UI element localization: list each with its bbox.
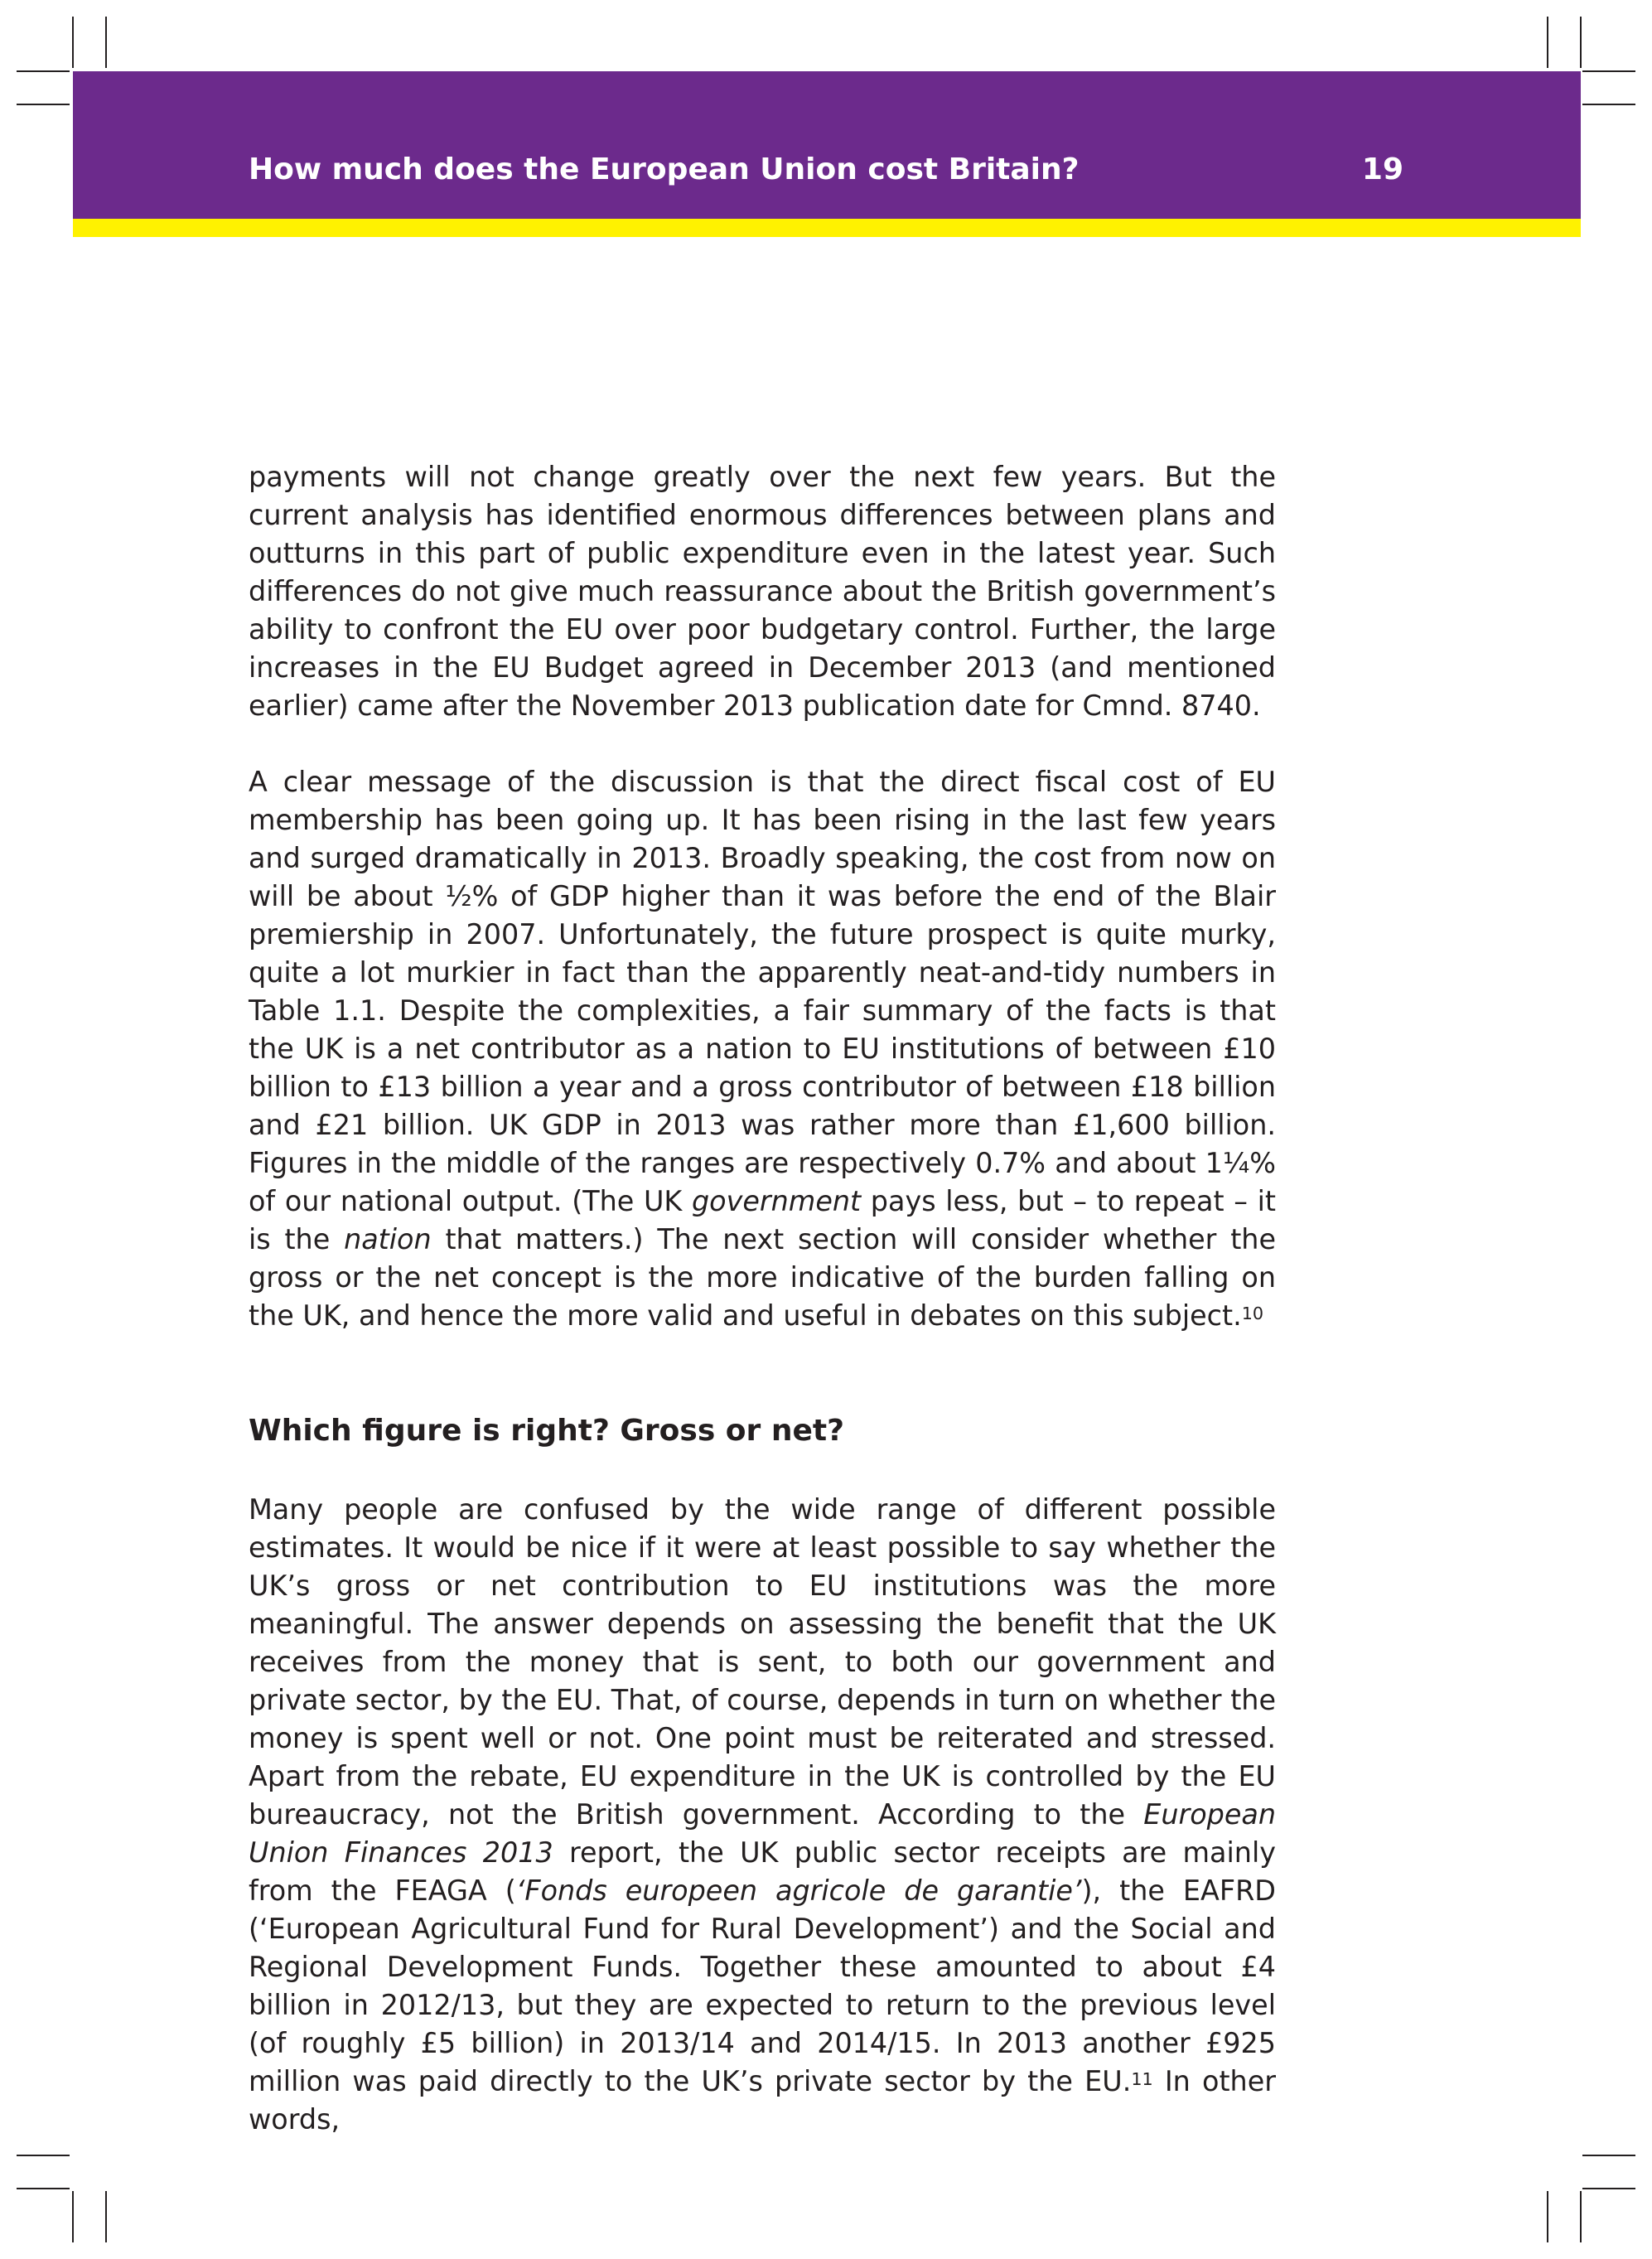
crop-mark: [1582, 2188, 1635, 2189]
crop-mark: [72, 17, 74, 68]
crop-mark: [17, 2155, 70, 2156]
crop-mark: [1547, 17, 1548, 68]
footnote-reference: 11: [1131, 2068, 1153, 2089]
crop-mark: [1582, 2155, 1635, 2156]
paragraph-text: A clear message of the discussion is that the direct fiscal cost of EU membership has been going up. It has been rising in the last few years and surged dramatically in 2013. Broadly speaking, the cost from now on will be about ½% of GDP higher than it was before the end of the Blair premiership in 2007. Unfortunately, the future prospect is quite murky, quite a lot murkier in fact than the apparently neat-and-tidy numbers in Table 1.1. Despite the complexities, a fair summary of the facts is that the UK is a net contributor as a nation to EU institutions of between £10 billion to £13 billion a year and a gross contributor of between £18 billion and £21 billion. UK GDP in 2013 was rather more than £1,600 billion. Figures in the middle of the ranges are respectively 0.7% and about 1¼% of our national output. (The UK: [249, 766, 1276, 1217]
section-heading: Which figure is right? Gross or net?: [249, 1414, 844, 1448]
paragraph-text: Many people are confused by the wide range of different possible estimates. It would be nice if it were at least possible to say whether the UK’s gross or net contribution to EU institutions was the more meaningful. The answer depends on assessing the benefit that the UK receives from the money that is sent, to both our government and private sector, by the EU. That, of course, depends in turn on whether the money is spent well or not. One point must be reiterated and stressed. Apart from the rebate, EU expenditure in the UK is controlled by the EU bureaucracy, not the British government. According to the: [249, 1493, 1276, 1831]
paragraph-text: report, the UK public sector receipts are mainly from the FEAGA (: [249, 1836, 1276, 1907]
crop-mark: [1580, 17, 1582, 68]
crop-mark: [1547, 2191, 1548, 2242]
paragraph-spacer: [249, 725, 1276, 763]
emphasis-text: ‘Fonds europeen agricole de garantie’: [515, 1874, 1082, 1907]
crop-mark: [105, 17, 107, 68]
paragraph-text: In other words,: [249, 2065, 1276, 2136]
header-band: [73, 71, 1581, 219]
crop-mark: [72, 2191, 74, 2242]
body-column: [249, 458, 1276, 2139]
page-number: 19: [1361, 152, 1403, 186]
section-spacer: [249, 1335, 1276, 1410]
paragraph: [249, 763, 1276, 1335]
emphasis-text: European Union Finances 2013: [249, 1798, 1276, 1869]
heading-spacer: [249, 1453, 1276, 1491]
paragraph: [249, 1491, 1276, 2139]
paragraph: payments will not change greatly over the next few years. But the current analysis has identified enormous differences between plans and outturns in this part of public expenditure even in the latest year. Such differences do not give much reassurance about the British government’s ability to confront the EU over poor budgetary control. Further, the large increases in the EU Budget agreed in December 2013 (and mentioned earlier) came after the November 2013 publication date for Cmnd. 8740.: [249, 461, 1276, 722]
paragraph-text: that matters.) The next section will consider whether the gross or the net concept is the more indicative of the burden falling on the UK, and hence the more valid and useful in debates on this subject.: [249, 1223, 1276, 1332]
crop-mark: [1582, 70, 1635, 72]
crop-mark: [105, 2191, 107, 2242]
crop-mark: [17, 2188, 70, 2189]
footnote-reference: 10: [1241, 1303, 1264, 1323]
crop-mark: [17, 104, 70, 105]
emphasis-text: government: [691, 1185, 862, 1217]
header-accent-stripe: [73, 219, 1581, 237]
running-header-title: How much does the European Union cost Britain?: [249, 152, 1080, 186]
paragraph-text: ), the EAFRD (‘European Agricultural Fund for Rural Development’) and the Social and Regional Development Funds. Together these amounted to about £4 billion in 2012/13, but they are expected to return to the previous level (of roughly £5 billion) in 2013/14 and 2014/15. In 2013 another £925 million was paid directly to the UK’s private sector by the EU.: [249, 1874, 1276, 2097]
paragraph-text: pays less, but – to repeat – it is the: [249, 1185, 1276, 1255]
crop-mark: [17, 70, 70, 72]
crop-mark: [1580, 2191, 1582, 2242]
emphasis-text: nation: [344, 1223, 432, 1255]
crop-mark: [1582, 104, 1635, 105]
